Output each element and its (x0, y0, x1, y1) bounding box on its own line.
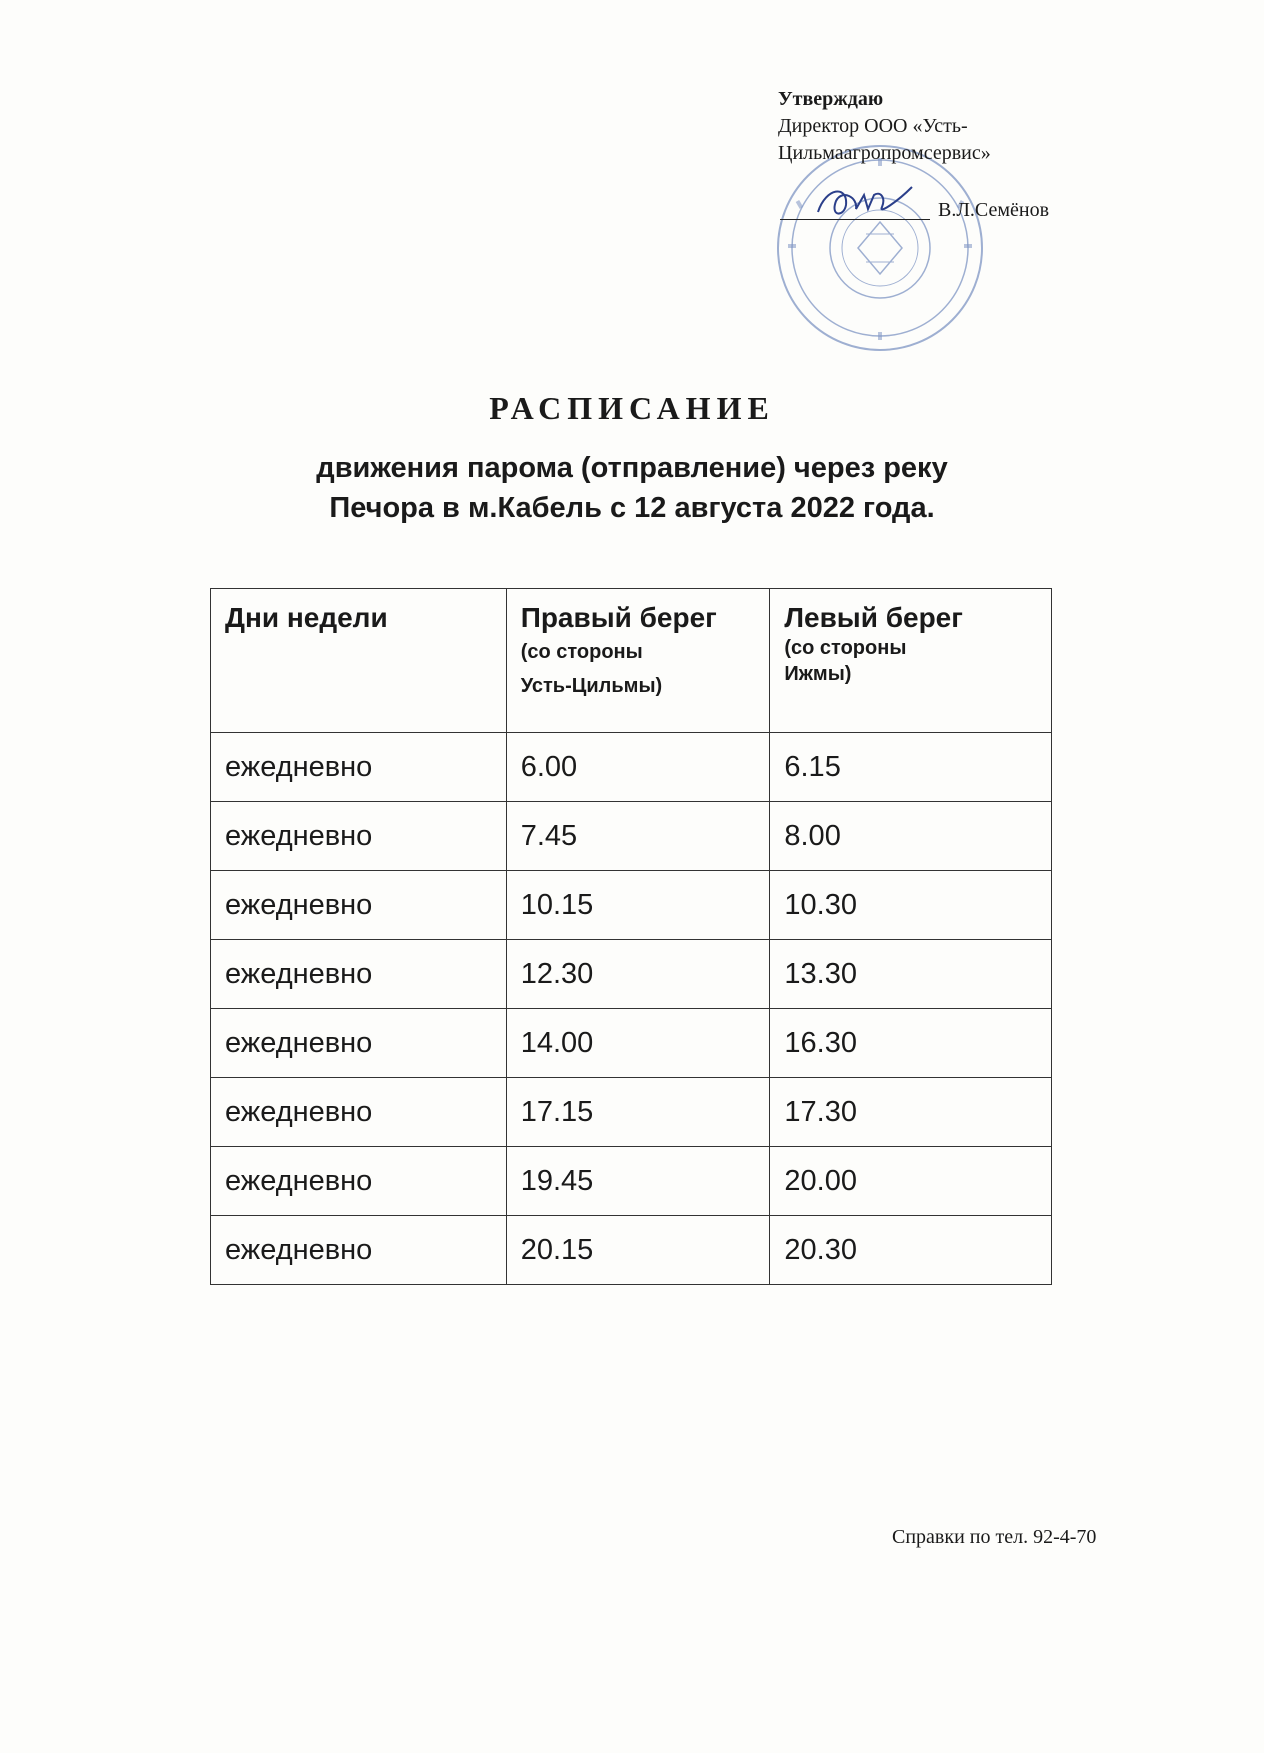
cell-left-bank-time: 16.30 (770, 1009, 1052, 1078)
cell-left-bank-time: 20.30 (770, 1216, 1052, 1285)
header-days-label: Дни недели (225, 602, 388, 633)
ferry-schedule-table (210, 588, 1052, 1285)
approve-label: Утверждаю (778, 88, 884, 110)
header-left-bank-label: Левый берег (784, 602, 963, 633)
approval-block (778, 86, 1108, 237)
document-subtitle (0, 448, 1264, 528)
table-row (211, 1147, 1052, 1216)
cell-right-bank-time: 19.45 (506, 1147, 770, 1216)
table-row (211, 733, 1052, 802)
cell-right-bank-time: 10.15 (506, 871, 770, 940)
header-left-bank (770, 589, 1052, 733)
table-header-row (211, 589, 1052, 733)
cell-day: ежедневно (211, 940, 507, 1009)
cell-left-bank-time: 10.30 (770, 871, 1052, 940)
reference-phone: Справки по тел. 92-4-70 (892, 1526, 1097, 1548)
header-right-bank-sub1: (со стороны (520, 641, 643, 663)
signature-icon (808, 177, 918, 227)
table-row (211, 1078, 1052, 1147)
table-row (211, 871, 1052, 940)
header-days (211, 589, 507, 733)
header-left-bank-sub1: (со стороны (784, 637, 907, 659)
cell-day: ежедневно (211, 1078, 507, 1147)
signature-row (778, 185, 1108, 237)
header-left-bank-sub2: Ижмы) (784, 663, 852, 685)
header-right-bank-label: Правый берег (520, 602, 717, 633)
cell-left-bank-time: 20.00 (770, 1147, 1052, 1216)
subtitle-line-1: движения парома (отправление) через реку (316, 452, 948, 484)
cell-right-bank-time: 7.45 (506, 802, 770, 871)
subtitle-line-2: Печора в м.Кабель с 12 августа 2022 года. (329, 492, 935, 524)
cell-day: ежедневно (211, 1147, 507, 1216)
position-line-2: Цильмаагропромсервис» (778, 142, 991, 164)
cell-right-bank-time: 20.15 (506, 1216, 770, 1285)
cell-right-bank-time: 14.00 (506, 1009, 770, 1078)
cell-day: ежедневно (211, 733, 507, 802)
cell-right-bank-time: 6.00 (506, 733, 770, 802)
position-line-1: Директор ООО «Усть- (778, 115, 968, 137)
cell-day: ежедневно (211, 1009, 507, 1078)
cell-left-bank-time: 6.15 (770, 733, 1052, 802)
header-right-bank-sub2: Усть-Цильмы) (520, 675, 663, 697)
table-row (211, 802, 1052, 871)
cell-right-bank-time: 12.30 (506, 940, 770, 1009)
table-row (211, 1216, 1052, 1285)
header-right-bank (506, 589, 770, 733)
cell-day: ежедневно (211, 802, 507, 871)
signer-name: В.Л.Семёнов (938, 199, 1050, 221)
cell-left-bank-time: 17.30 (770, 1078, 1052, 1147)
cell-left-bank-time: 8.00 (770, 802, 1052, 871)
table-row (211, 940, 1052, 1009)
cell-left-bank-time: 13.30 (770, 940, 1052, 1009)
cell-right-bank-time: 17.15 (506, 1078, 770, 1147)
cell-day: ежедневно (211, 871, 507, 940)
document-title: РАСПИСАНИЕ (489, 390, 775, 426)
cell-day: ежедневно (211, 1216, 507, 1285)
table-row (211, 1009, 1052, 1078)
